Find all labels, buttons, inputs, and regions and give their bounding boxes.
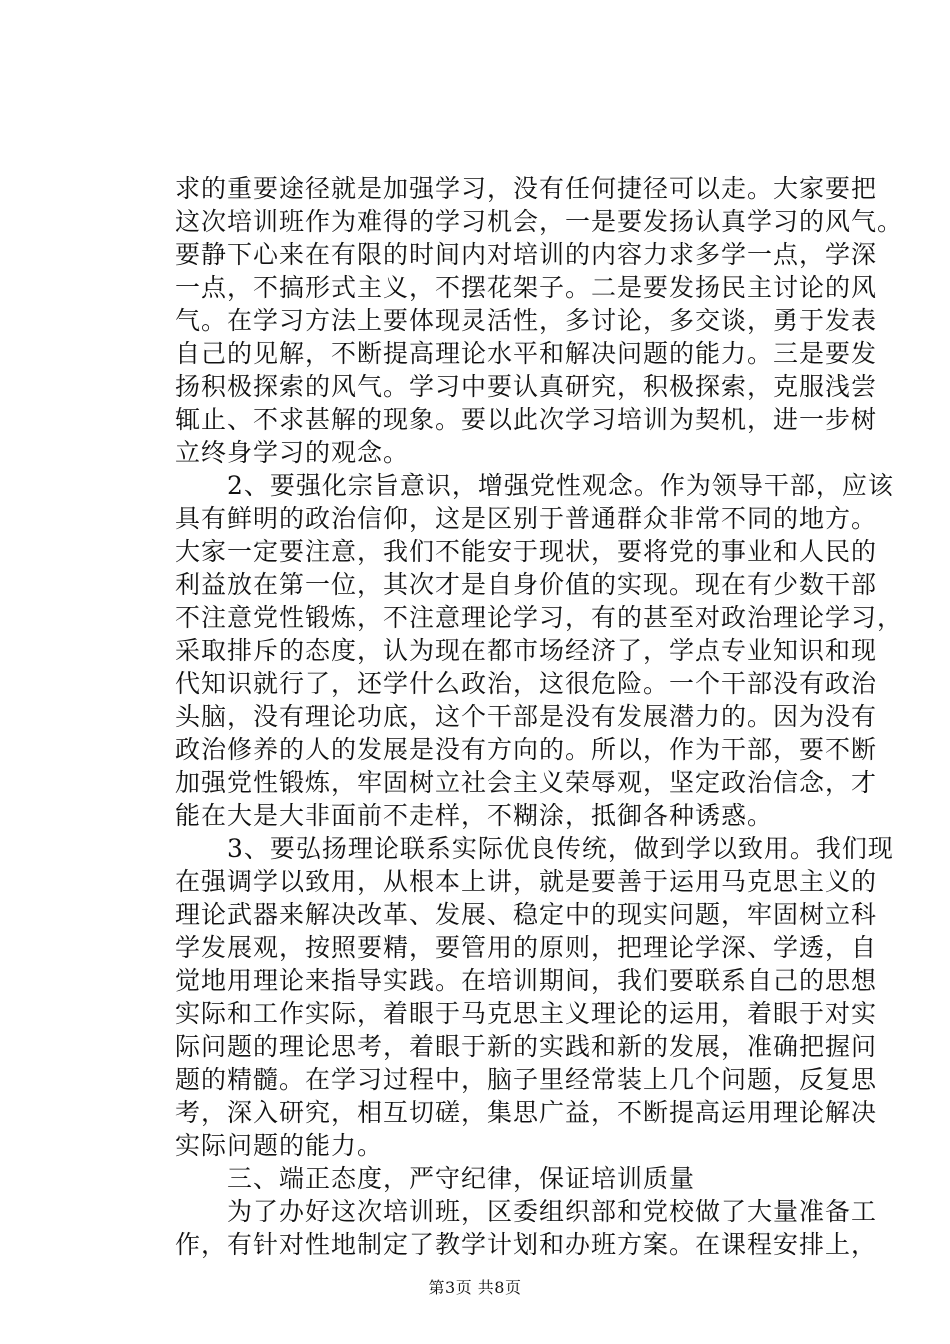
page-footer: 第3页 共8页 [428, 1278, 522, 1297]
text-line: 题的精髓。在学习过程中，脑子里经常装上几个问题，反复思 [175, 1065, 878, 1094]
text-line: 实际问题的能力。 [175, 1131, 384, 1160]
text-line: 扬积极探索的风气。学习中要认真研究，积极探索，克服浅尝 [175, 372, 878, 401]
text-line: 加强党性锻炼，牢固树立社会主义荣辱观，坚定政治信念，才 [175, 768, 878, 797]
text-line: 这次培训班作为难得的学习机会，一是要发扬认真学习的风气。 [175, 207, 904, 236]
text-line: 三、端正态度，严守纪律，保证培训质量 [175, 1164, 696, 1193]
text-line: 气。在学习方法上要体现灵活性，多讨论，多交谈，勇于发表 [175, 306, 878, 335]
text-line: 实际和工作实际，着眼于马克思主义理论的运用，着眼于对实 [175, 999, 878, 1028]
text-line: 2、要强化宗旨意识，增强党性观念。作为领导干部，应该 [175, 471, 894, 500]
text-line: 政治修养的人的发展是没有方向的。所以，作为干部，要不断 [175, 735, 878, 764]
text-line: 考，深入研究，相互切磋，集思广益，不断提高运用理论解决 [175, 1098, 878, 1127]
text-line: 立终身学习的观念。 [175, 438, 410, 467]
text-line: 理论武器来解决改革、发展、稳定中的现实问题，牢固树立科 [175, 900, 878, 929]
text-line: 采取排斥的态度，认为现在都市场经济了，学点专业知识和现 [175, 636, 878, 665]
text-line: 要静下心来在有限的时间内对培训的内容力求多学一点，学深 [175, 240, 878, 269]
text-line: 不注意党性锻炼，不注意理论学习，有的甚至对政治理论学习， [175, 603, 904, 632]
text-line: 代知识就行了，还学什么政治，这很危险。一个干部没有政治 [175, 669, 878, 698]
text-line: 3、要弘扬理论联系实际优良传统，做到学以致用。我们现 [175, 834, 894, 863]
text-line: 一点，不搞形式主义，不摆花架子。二是要发扬民主讨论的风 [175, 273, 878, 302]
text-line: 作，有针对性地制定了教学计划和办班方案。在课程安排上， [175, 1230, 878, 1259]
text-line: 头脑，没有理论功底，这个干部是没有发展潜力的。因为没有 [175, 702, 878, 731]
body-text [175, 172, 904, 1261]
text-line: 能在大是大非面前不走样，不糊涂，抵御各种诱惑。 [175, 801, 774, 830]
text-line: 求的重要途径就是加强学习，没有任何捷径可以走。大家要把 [175, 174, 878, 203]
text-line: 在强调学以致用，从根本上讲，就是要善于运用马克思主义的 [175, 867, 878, 896]
text-line: 觉地用理论来指导实践。在培训期间，我们要联系自己的思想 [175, 966, 878, 995]
text-line: 学发展观，按照要精，要管用的原则，把理论学深、学透，自 [175, 933, 878, 962]
text-line: 际问题的理论思考，着眼于新的实践和新的发展，准确把握问 [175, 1032, 878, 1061]
text-line: 大家一定要注意，我们不能安于现状，要将党的事业和人民的 [175, 537, 878, 566]
text-line: 具有鲜明的政治信仰，这是区别于普通群众非常不同的地方。 [175, 504, 878, 533]
text-line: 辄止、不求甚解的现象。要以此次学习培训为契机，进一步树 [175, 405, 878, 434]
text-line: 自己的见解，不断提高理论水平和解决问题的能力。三是要发 [175, 339, 878, 368]
text-line: 利益放在第一位，其次才是自身价值的实现。现在有少数干部 [175, 570, 878, 599]
text-line: 为了办好这次培训班，区委组织部和党校做了大量准备工 [175, 1197, 878, 1226]
